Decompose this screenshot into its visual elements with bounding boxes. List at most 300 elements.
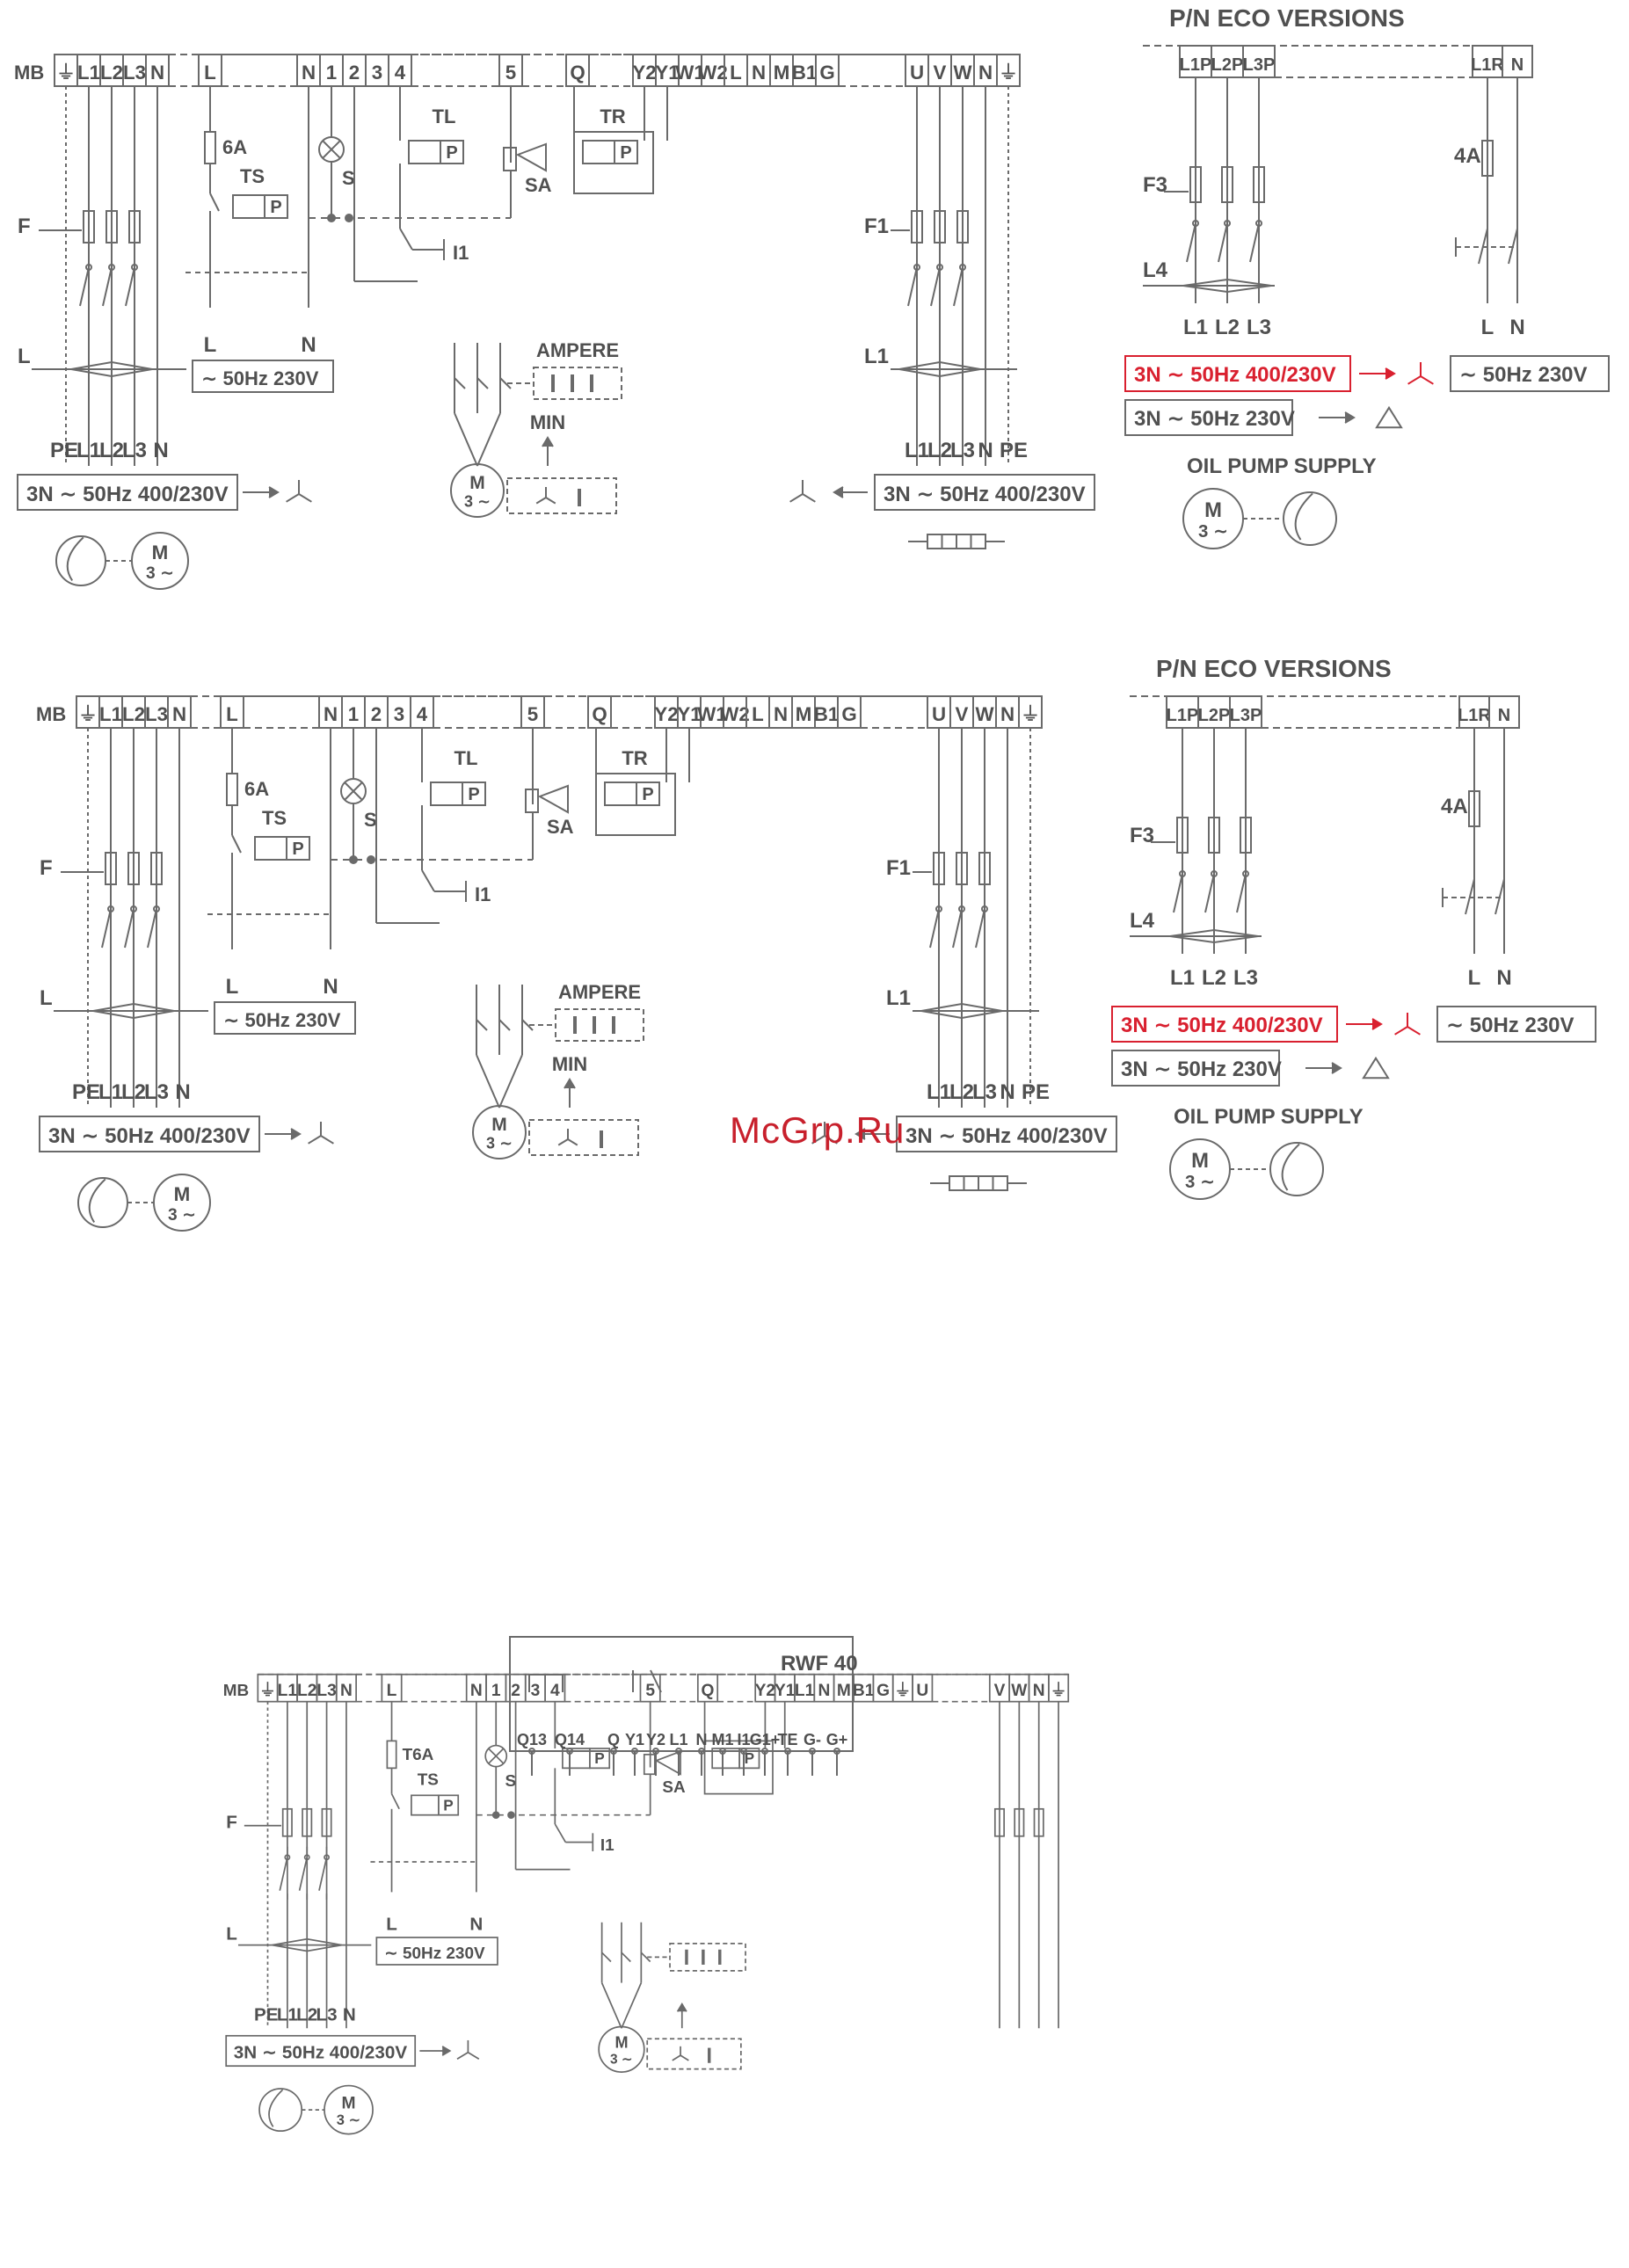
motor-phase-label: 3 ∼ <box>1197 522 1229 542</box>
arrow-head <box>1385 368 1394 379</box>
star-connection-icon <box>1408 362 1434 384</box>
terminal-label: N <box>751 62 767 84</box>
terminal-label: W <box>1011 1681 1028 1700</box>
terminal-label: 4 <box>549 1681 560 1700</box>
motor-m-label: M <box>1204 498 1222 522</box>
line-l1-label: L1 <box>864 345 890 368</box>
tl-p-label: P <box>468 785 480 804</box>
bottom-terminal-label: PE <box>1021 1080 1051 1104</box>
terminal-label: U <box>931 703 947 725</box>
min-box <box>529 1120 638 1155</box>
pump-blade <box>90 1179 105 1222</box>
min-arrowhead <box>564 1079 575 1088</box>
motor-m-label: M <box>491 1115 507 1135</box>
motor-phase-label: 3 ∼ <box>485 1134 513 1152</box>
ts-box-left <box>255 837 287 860</box>
terminal-label: N <box>1510 55 1524 75</box>
fuse-f-label: F <box>18 214 31 238</box>
motor-icon <box>473 1106 526 1159</box>
contact-blade <box>908 267 917 306</box>
single-phase-label: ∼ 50Hz 230V <box>223 1009 341 1031</box>
terminal-label: 3 <box>371 62 383 84</box>
pump-circle <box>78 1178 127 1227</box>
line-filter-label: L <box>18 345 31 368</box>
star-connection-icon <box>536 487 556 504</box>
bottom-terminal-label: PE <box>254 2004 279 2025</box>
tr-box-left <box>605 782 636 805</box>
motor-contact <box>602 1952 611 1961</box>
terminal-label: N <box>323 703 338 725</box>
mb-label: MB <box>36 703 67 725</box>
tl-box-left <box>409 141 440 164</box>
rwf-terminal-label: I1 <box>737 1731 751 1748</box>
bottom-terminal-label: L3 <box>971 1080 998 1104</box>
eco-delta-supply-label: 3N ∼ 50Hz 230V <box>1134 407 1295 431</box>
tl-label: TL <box>432 105 456 127</box>
terminal-label: L2P <box>1197 706 1231 725</box>
contact-blade <box>1218 223 1227 262</box>
l4-label: L4 <box>1130 909 1155 933</box>
contact-blade <box>954 267 963 306</box>
motor-m-label: M <box>151 542 169 563</box>
min-label: MIN <box>551 1053 588 1075</box>
ts-label: TS <box>239 165 265 187</box>
bottom-terminal-label: L3 <box>316 2004 338 2025</box>
pump-circle <box>1270 1143 1323 1196</box>
eco-delta-supply-label: 3N ∼ 50Hz 230V <box>1121 1058 1282 1081</box>
i1-label: I1 <box>453 242 469 264</box>
bottom-terminal-label: N <box>175 1080 191 1104</box>
pump-icon <box>1284 492 1336 545</box>
fuse-4a-label: 4A <box>1454 144 1481 168</box>
terminal-label: N <box>978 62 993 84</box>
contact-blade <box>931 267 940 306</box>
l4-label: L4 <box>1143 258 1168 282</box>
eco-title: P/N ECO VERSIONS <box>1169 4 1405 32</box>
bottom-label: L <box>1467 966 1481 990</box>
rwf-terminal-label: G1+ <box>749 1731 781 1748</box>
terminal-label: 5 <box>505 62 517 84</box>
motor-contact <box>476 1020 487 1030</box>
terminal-label: L <box>730 62 742 84</box>
rwf-terminal-label: TE <box>777 1731 798 1748</box>
single-phase-label: ∼ 50Hz 230V <box>201 367 319 389</box>
star-arm <box>680 2055 688 2061</box>
terminal-label: L3 <box>122 62 147 84</box>
bottom-terminal-label: N <box>153 439 169 462</box>
pump-blade <box>269 2090 283 2126</box>
terminal-label: L3P <box>1229 706 1262 725</box>
bottom-terminal-label: L3 <box>121 439 148 462</box>
terminal-label: W <box>953 62 972 84</box>
lamp-s-label: S <box>342 167 355 189</box>
terminal-label: Y1 <box>655 62 680 84</box>
motor-icon <box>324 2086 373 2134</box>
bottom-terminal-label: N <box>342 2004 356 2025</box>
motor-wire <box>622 1983 641 2029</box>
terminal-label: L1 <box>98 703 123 725</box>
terminal-label: 2 <box>370 703 382 725</box>
watermark-text: McGrp.Ru <box>730 1109 905 1151</box>
bottom-terminal-label: L3 <box>949 439 976 462</box>
motor-wire <box>476 1055 499 1108</box>
ampere-box <box>556 1009 644 1041</box>
contact-blade <box>1205 874 1214 912</box>
contact-blade <box>1174 874 1182 912</box>
bottom-terminal-label: PE <box>49 439 79 462</box>
terminal-label: N <box>1000 703 1015 725</box>
arrow-head <box>1372 1019 1381 1029</box>
terminal-label: N <box>301 62 316 84</box>
junction-dot <box>328 214 335 222</box>
mb-label: MB <box>14 62 45 84</box>
delta-connection-icon <box>1364 1058 1388 1078</box>
rwf-terminal-label: N <box>695 1731 708 1748</box>
tl-contact <box>422 870 434 891</box>
motor-contact <box>622 1952 630 1961</box>
motor-m-label: M <box>173 1183 191 1205</box>
rwf-terminal-label: Q14 <box>554 1731 585 1748</box>
bottom-terminal-label: L2 <box>120 1080 147 1104</box>
ampere-box <box>670 1944 745 1971</box>
line-filter-label: L <box>226 1923 237 1945</box>
contact-blade <box>300 1857 308 1891</box>
terminal-label: 4 <box>416 703 428 725</box>
diagram-3-rwf40 <box>223 1637 1068 2134</box>
arrow-right-icon <box>1359 368 1394 379</box>
fuse-6a-label: T6A <box>402 1745 434 1764</box>
tl-label: TL <box>454 747 478 769</box>
tr-p-label: P <box>744 1749 755 1768</box>
terminal-label: L1P <box>1179 55 1212 75</box>
terminal-label: L2 <box>121 703 146 725</box>
pump-icon <box>259 2089 302 2131</box>
contact-blade <box>103 267 112 306</box>
bottom-terminal-label: L1 <box>98 1080 124 1104</box>
sa-horn-icon <box>540 786 568 812</box>
oil-pump-label: OIL PUMP SUPPLY <box>1187 454 1377 478</box>
contact-blade <box>102 909 111 948</box>
aux-n-label: N <box>323 975 338 999</box>
eco-title: P/N ECO VERSIONS <box>1156 655 1392 682</box>
star-arm <box>568 1139 578 1145</box>
star-arm <box>803 494 815 502</box>
fuse-6a-label: 6A <box>244 778 270 800</box>
arrow-head <box>1332 1063 1341 1073</box>
heater-resistor-icon <box>930 1176 1027 1190</box>
bottom-terminal-label: N <box>978 439 993 462</box>
arrow-head <box>442 2046 450 2055</box>
terminal-label: Y2 <box>632 62 657 84</box>
terminal-label: M <box>795 703 812 725</box>
terminal-label: ⏚ <box>894 1681 912 1700</box>
pump-icon <box>56 536 105 585</box>
arrow-right-icon <box>419 2046 449 2055</box>
rwf-terminal-label: Y1 <box>624 1731 645 1748</box>
motor-contact <box>499 1020 510 1030</box>
ts-box-left <box>411 1795 439 1814</box>
terminal-label: Y1 <box>774 1681 796 1700</box>
terminal-label: L2 <box>297 1681 317 1700</box>
terminal-label: L <box>752 703 764 725</box>
pump-blade <box>1283 1145 1299 1191</box>
star-arm <box>287 494 299 502</box>
aux-l-label: L <box>203 333 217 357</box>
terminal-label: L2P <box>1211 55 1244 75</box>
terminal-label: Q <box>570 62 585 84</box>
star-arm <box>673 2055 680 2061</box>
terminal-label: M <box>836 1681 851 1700</box>
bottom-terminal-label: N <box>1000 1080 1015 1104</box>
terminal-label: ⏚ <box>1020 703 1041 725</box>
eco-single-label: ∼ 50Hz 230V <box>1446 1014 1574 1037</box>
motor-icon <box>1183 489 1243 549</box>
lamp-s-label: S <box>505 1772 517 1791</box>
terminal-label: U <box>916 1681 929 1700</box>
terminal-label: B1 <box>852 1681 875 1700</box>
terminal-label: L3P <box>1242 55 1276 75</box>
sa-horn-icon <box>518 144 546 171</box>
rwf-terminal-label: L1 <box>669 1731 688 1748</box>
star-arm <box>1421 376 1433 384</box>
terminal-label: ⏚ <box>77 703 98 725</box>
star-arm <box>536 498 546 504</box>
terminal-label: N <box>818 1681 831 1700</box>
terminal-label: B1 <box>813 703 840 725</box>
arrow-right-icon <box>265 1129 300 1139</box>
terminal-label: L1 <box>76 62 101 84</box>
delta-connection-icon <box>1377 408 1401 427</box>
terminal-label: 1 <box>347 703 360 725</box>
bottom-label: N <box>1509 316 1525 339</box>
contact-blade <box>125 909 134 948</box>
motor-phase-label: 3 ∼ <box>463 492 491 511</box>
line-filter-label: L <box>40 986 53 1010</box>
fuse-f-label: F <box>40 856 53 880</box>
ts-contact <box>210 193 219 211</box>
contact-blade <box>126 267 135 306</box>
star-arm <box>309 1136 321 1144</box>
junction-dot <box>367 856 375 863</box>
star-arm <box>558 1139 568 1145</box>
ampere-box <box>534 367 622 399</box>
bottom-label: L3 <box>1233 966 1259 990</box>
rwf-terminal-label: G+ <box>825 1731 848 1748</box>
terminal-label: ⏚ <box>1050 1681 1067 1700</box>
terminal-label: N <box>773 703 789 725</box>
tr-box-left <box>583 141 615 164</box>
bottom-terminal-label: L2 <box>98 439 125 462</box>
rwf-terminal-label: G- <box>804 1731 821 1748</box>
terminal-label: B1 <box>791 62 818 84</box>
terminal-label: G <box>819 62 835 84</box>
ampere-label: AMPERE <box>535 339 620 361</box>
terminal-label: 5 <box>527 703 539 725</box>
bottom-terminal-label: L2 <box>927 439 953 462</box>
rwf-terminal-label: Q13 <box>516 1731 548 1748</box>
terminal-label: 5 <box>645 1681 655 1700</box>
rwf-terminal-label: Y2 <box>645 1731 666 1748</box>
arrow-head <box>1345 412 1354 423</box>
mb-label: MB <box>222 1681 250 1700</box>
ts-label: TS <box>261 807 287 829</box>
heater-resistor-icon <box>908 534 1005 549</box>
arrow-head <box>269 487 278 498</box>
star-connection-icon <box>673 2046 689 2061</box>
terminal-label: V <box>933 62 947 84</box>
bottom-label: L <box>1480 316 1494 339</box>
motor-wire <box>455 413 477 466</box>
terminal-label: G <box>876 1681 891 1700</box>
fuse-symbol <box>205 132 215 164</box>
terminal-label: G <box>841 703 857 725</box>
star-connection-icon <box>457 2040 479 2059</box>
star-arm <box>468 2053 478 2060</box>
sa-horn-icon <box>657 1751 681 1774</box>
sa-label: SA <box>547 816 574 838</box>
pump-circle <box>56 536 105 585</box>
contact-blade <box>976 909 985 948</box>
motor-wire <box>602 1983 622 2029</box>
motor-icon <box>599 2026 644 2072</box>
sa-label: SA <box>525 174 552 196</box>
i1-label: I1 <box>600 1836 615 1856</box>
min-arrowhead <box>542 438 553 447</box>
bottom-terminal-label: L3 <box>143 1080 170 1104</box>
terminal-label: L <box>226 703 238 725</box>
terminal-label: L3 <box>316 1681 337 1700</box>
supply-label: 3N ∼ 50Hz 400/230V <box>48 1124 251 1148</box>
contact-blade <box>1237 874 1246 912</box>
terminal-label: N <box>1032 1681 1045 1700</box>
min-box <box>507 478 616 513</box>
star-connection-icon <box>287 480 312 502</box>
bottom-label: L1 <box>1182 316 1209 339</box>
i1-label: I1 <box>475 883 491 905</box>
terminal-label: N <box>1497 706 1511 725</box>
line-l1-label: L1 <box>886 986 912 1010</box>
terminal-label: N <box>149 62 165 84</box>
rwf-terminal-label: Q <box>607 1731 621 1748</box>
tl-contact <box>400 229 412 250</box>
bottom-terminal-label: L1 <box>904 439 930 462</box>
terminal-label: L <box>386 1681 397 1700</box>
contact-blade <box>280 1857 287 1891</box>
terminal-label: L <box>204 62 216 84</box>
contact-blade <box>148 909 156 948</box>
motor-m-label: M <box>469 473 485 493</box>
fuse-f1-label: F1 <box>886 856 912 880</box>
terminal-label: 3 <box>530 1681 541 1700</box>
oil-pump-label: OIL PUMP SUPPLY <box>1174 1105 1364 1129</box>
min-arrowhead <box>678 2004 687 2012</box>
terminal-label: W2 <box>720 703 750 725</box>
ts-contact <box>232 835 241 853</box>
fuse-symbol <box>227 774 237 805</box>
bottom-terminal-label: PE <box>999 439 1029 462</box>
arrow-right-icon <box>1305 1063 1341 1073</box>
star-connection-icon <box>309 1122 334 1144</box>
terminal-label: N <box>469 1681 483 1700</box>
fuse-6a-label: 6A <box>222 136 248 158</box>
aux-n-label: N <box>301 333 316 357</box>
terminal-label: ⏚ <box>258 1681 277 1700</box>
terminal-label: L1P <box>1166 706 1199 725</box>
motor-m-label: M <box>341 2094 356 2113</box>
tr-label: TR <box>622 747 648 769</box>
terminal-label: V <box>955 703 969 725</box>
contact-blade <box>1187 223 1196 262</box>
right-supply-label: 3N ∼ 50Hz 400/230V <box>884 483 1086 506</box>
contact-blade <box>1250 223 1259 262</box>
motor-phase-label: 3 ∼ <box>145 563 175 583</box>
star-arm <box>1407 1027 1420 1035</box>
pump-icon <box>1270 1143 1323 1196</box>
lamp-s-label: S <box>364 809 377 831</box>
bottom-label: L1 <box>1169 966 1196 990</box>
pump-icon <box>78 1178 127 1227</box>
terminal-label: Y1 <box>677 703 702 725</box>
terminal-label: L2 <box>99 62 124 84</box>
contact-blade <box>80 267 89 306</box>
bottom-terminal-label: L1 <box>76 439 102 462</box>
star-connection-icon <box>1395 1013 1421 1035</box>
fuse-f-label: F <box>226 1812 237 1833</box>
fuse-symbol <box>387 1741 396 1768</box>
motor-m-label: M <box>615 2033 629 2052</box>
terminal-label: L3 <box>144 703 169 725</box>
contact-blade <box>953 909 962 948</box>
terminal-label: Q <box>592 703 607 725</box>
contact-blade <box>930 909 939 948</box>
ts-p-label: P <box>443 1796 454 1814</box>
pump-blade <box>68 537 84 580</box>
terminal-label: U <box>909 62 925 84</box>
motor-wire <box>477 413 500 466</box>
arrow-head <box>834 487 843 498</box>
eco-star-supply-label: 3N ∼ 50Hz 400/230V <box>1134 363 1336 387</box>
pump-circle <box>1284 492 1336 545</box>
motor-icon <box>1170 1139 1230 1199</box>
fuse-f1-label: F1 <box>864 214 890 238</box>
terminal-label: 2 <box>511 1681 520 1700</box>
motor-phase-label: 3 ∼ <box>336 2112 361 2129</box>
terminal-label: W <box>975 703 994 725</box>
terminal-label: W2 <box>698 62 728 84</box>
bottom-label: L2 <box>1201 966 1227 990</box>
contact-blade <box>319 1857 327 1891</box>
star-connection-icon <box>558 1129 578 1145</box>
bottom-terminal-label: L1 <box>926 1080 952 1104</box>
arrow-right-icon <box>243 487 278 498</box>
terminal-label: L1R <box>1471 55 1504 75</box>
terminal-label: 1 <box>325 62 338 84</box>
rwf-terminal-label: M1 <box>711 1731 734 1748</box>
f3-label: F3 <box>1143 173 1168 197</box>
arrow-right-icon <box>1319 412 1354 423</box>
aux-l-label: L <box>225 975 239 999</box>
bottom-label: N <box>1496 966 1512 990</box>
terminal-label: Q <box>701 1681 715 1700</box>
tr-label: TR <box>600 105 626 127</box>
star-arm <box>321 1136 333 1144</box>
terminal-label: L1 <box>277 1681 298 1700</box>
single-phase-label: ∼ 50Hz 230V <box>383 1945 485 1964</box>
star-arm <box>299 494 311 502</box>
ampere-label: AMPERE <box>557 981 642 1003</box>
motor-phase-label: 3 ∼ <box>167 1205 197 1225</box>
rwf40-title: RWF 40 <box>781 1652 858 1676</box>
